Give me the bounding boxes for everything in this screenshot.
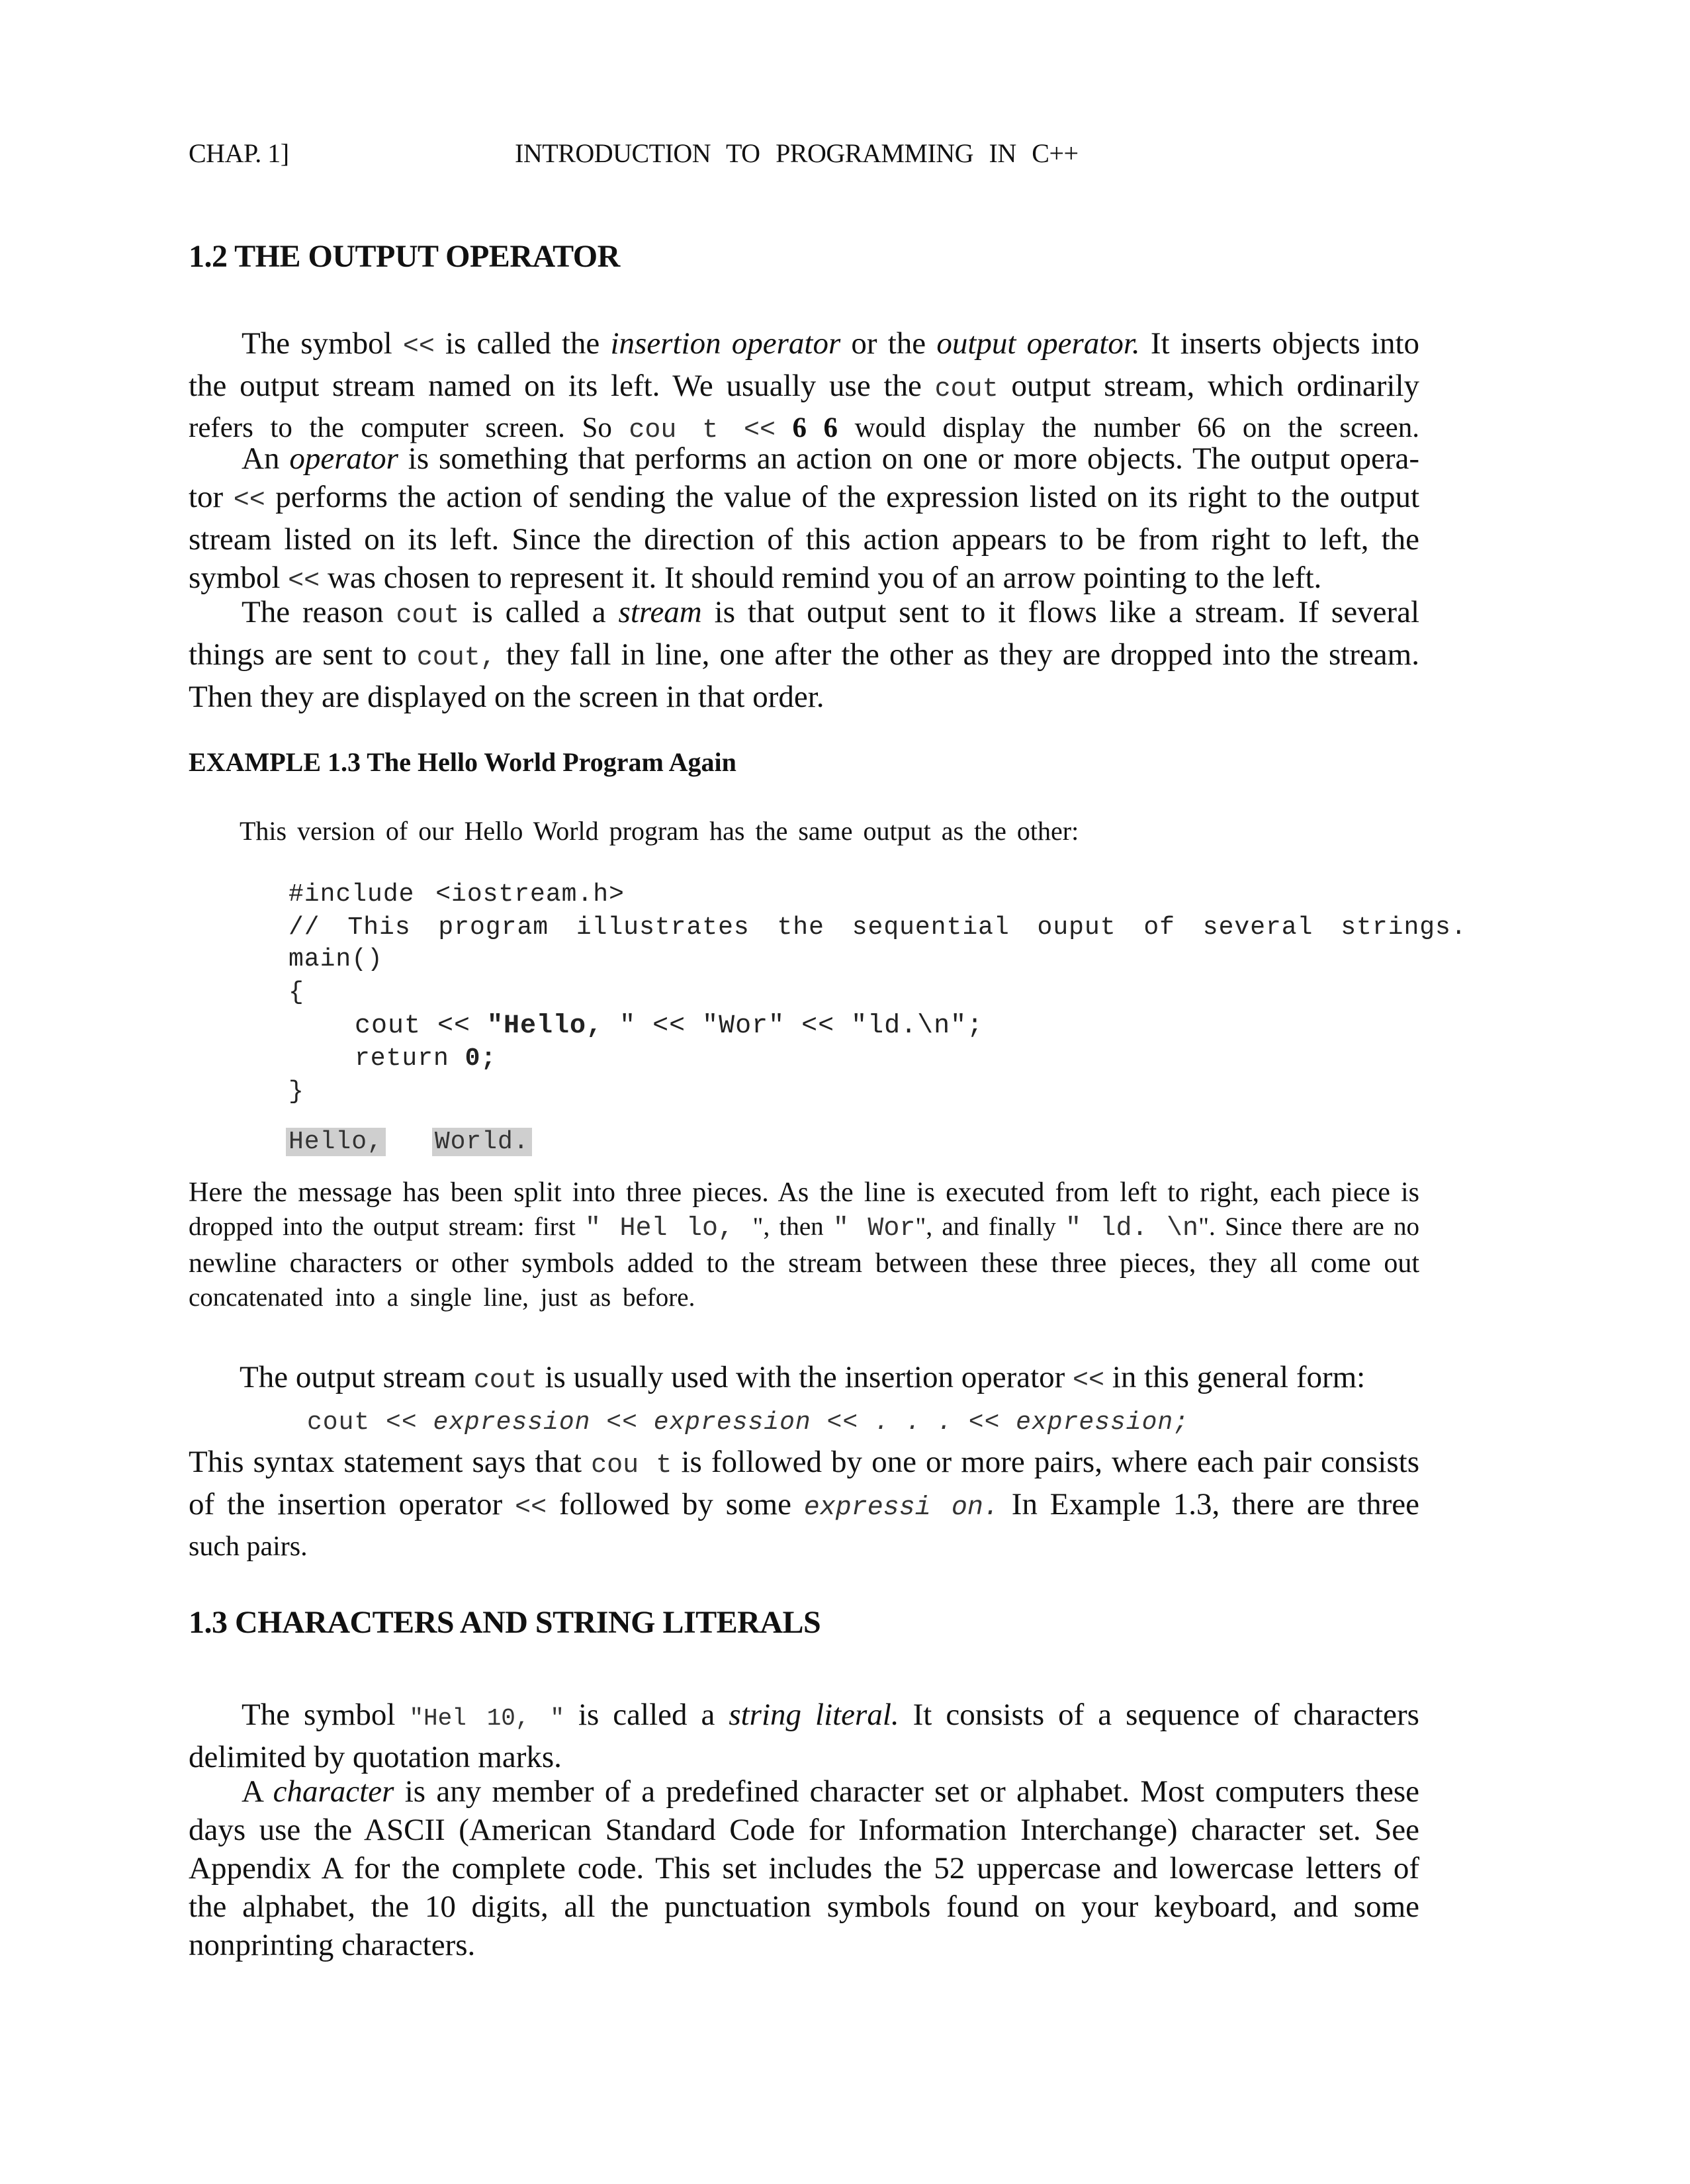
syntax-statement: cout << expression << expression << . . . << expression; <box>307 1408 1190 1437</box>
text-line: delimited by quotation marks. <box>189 1740 562 1774</box>
text-line: The reason cout is called a stream is that output sent to it flows like a stream. If several <box>242 595 1419 631</box>
text-line: dropped into the output stream: first " Hel lo, ", then " Wor", and finally " ld. \n". Since there are no <box>189 1212 1419 1244</box>
paragraph-stream <box>189 593 1419 716</box>
code-line: main() <box>289 945 383 974</box>
section-heading-1-2: 1.2 THE OUTPUT OPERATOR <box>189 239 620 274</box>
paragraph-syntax-explanation <box>189 1443 1419 1566</box>
paragraph-string-literal <box>189 1696 1419 1776</box>
text-line: Appendix A for the complete code. This set includes the 52 uppercase and lowercase letters of <box>189 1851 1419 1886</box>
output-world: World. <box>432 1128 532 1156</box>
code-line: { <box>289 978 304 1007</box>
text-line: tor << performs the action of sending the value of the expression listed on its right to the output <box>189 480 1419 516</box>
section-heading-1-3: 1.3 CHARACTERS AND STRING LITERALS <box>189 1605 821 1640</box>
example-title: EXAMPLE 1.3 The Hello World Program Again <box>189 747 736 777</box>
paragraph-explanation <box>189 1175 1419 1315</box>
code-line: return 0; <box>355 1044 497 1073</box>
text-line: A character is any member of a predefined character set or alphabet. Most computers these <box>242 1774 1419 1809</box>
text-line: The symbol << is called the insertion operator or the output operator. It inserts objects into <box>242 326 1419 362</box>
text-line: of the insertion operator << followed by some expressi on. In Example 1.3, there are three <box>189 1487 1420 1523</box>
code-line: cout << "Hello, " << "Wor" << "ld.\n"; <box>355 1011 984 1041</box>
text-line: the output stream named on its left. We usually use the cout output stream, which ordinarily <box>189 369 1419 404</box>
program-output <box>286 1128 532 1156</box>
text-line: nonprinting characters. <box>189 1928 476 1962</box>
paragraph-insertion-operator <box>189 324 1419 450</box>
general-form-line: The output stream cout is usually used with the insertion operator << in this general form: <box>240 1360 1366 1396</box>
text-line: such pairs. <box>189 1531 308 1562</box>
code-line: #include <iostream.h> <box>289 880 625 909</box>
text-line: The symbol "Hel 10, " is called a string literal. It consists of a sequence of characters <box>242 1698 1419 1732</box>
output-hello: Hello, <box>286 1128 386 1156</box>
code-line: } <box>289 1077 304 1106</box>
text-line: concatenated into a single line, just as before. <box>189 1283 695 1312</box>
code-line: // This program illustrates the sequential ouput of several strings. <box>289 913 1467 942</box>
text-line: Then they are displayed on the screen in that order. <box>189 680 824 714</box>
text-line: symbol << was chosen to represent it. It should remind you of an arrow pointing to the left. <box>189 561 1322 596</box>
text-line: Here the message has been split into three pieces. As the line is executed from left to right, each piece is <box>189 1177 1419 1208</box>
text-line: things are sent to cout, they fall in line, one after the other as they are dropped into the stream. <box>189 637 1419 673</box>
text-line: refers to the computer screen. So cou t << 6 6 would display the number 66 on the screen. <box>189 412 1419 445</box>
text-line: the alphabet, the 10 digits, all the punctuation symbols found on your keyboard, and some <box>189 1889 1419 1924</box>
text-line: This syntax statement says that cou t is followed by one or more pairs, where each pair consists <box>189 1445 1419 1480</box>
example-intro: This version of our Hello World program has the same output as the other: <box>240 816 1079 846</box>
text-line: An operator is something that performs an action on one or more objects. The output opera- <box>242 441 1419 476</box>
paragraph-character <box>189 1772 1419 1964</box>
text-line: stream listed on its left. Since the direction of this action appears to be from right to left, the <box>189 522 1419 557</box>
chapter-label: CHAP. 1] <box>189 138 289 168</box>
paragraph-operator-definition <box>189 439 1419 601</box>
running-title: INTRODUCTION TO PROGRAMMING IN C++ <box>515 138 1079 168</box>
text-line: days use the ASCII (American Standard Code for Information Interchange) character set. See <box>189 1813 1419 1847</box>
text-line: newline characters or other symbols added to the stream between these three pieces, they all come out <box>189 1248 1419 1279</box>
